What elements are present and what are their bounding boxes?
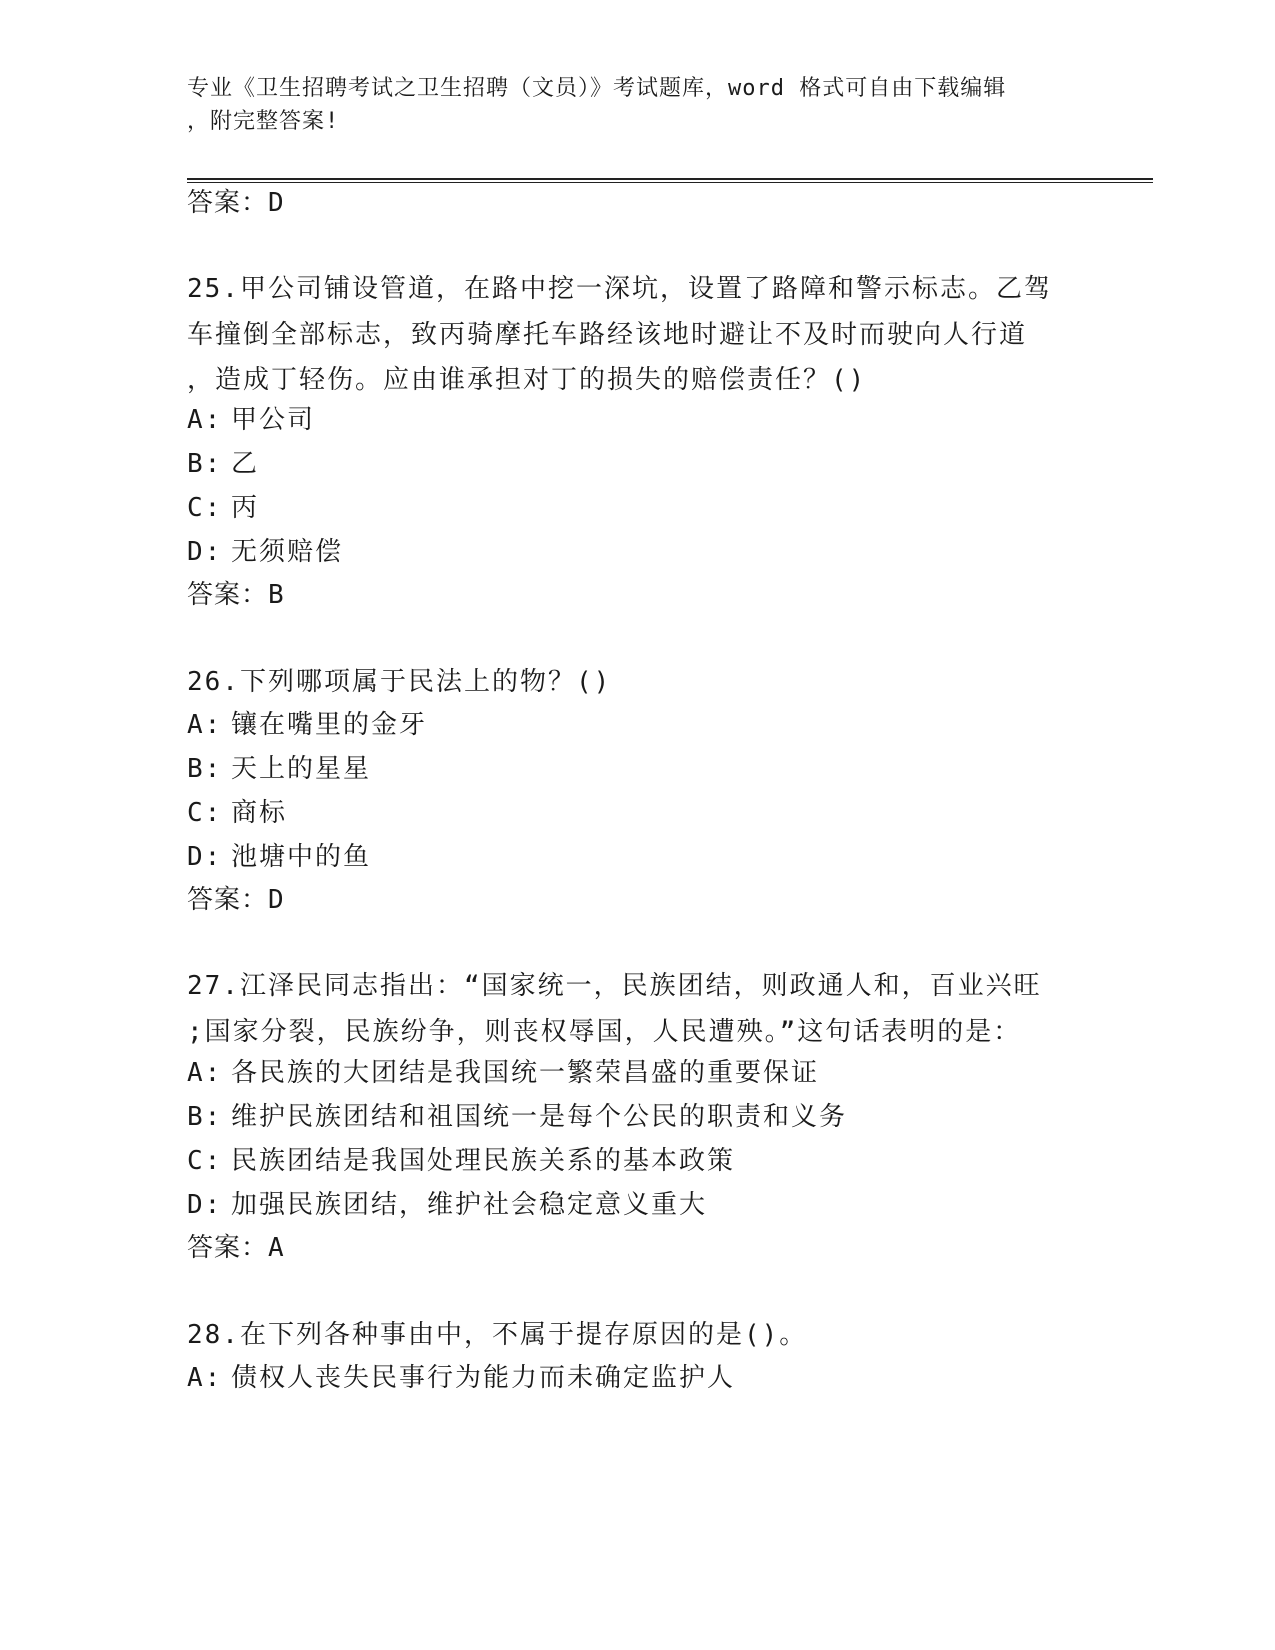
question-25: [187, 267, 1067, 404]
answer-label: 答案：: [187, 885, 269, 915]
option-a: [187, 403, 315, 437]
option-b: [187, 1100, 847, 1134]
question-text-line: ;国家分裂，民族纷争，则丧权辱国，人民遭殃。”这句话表明的是：: [187, 1016, 1022, 1047]
option-text: 镶在嘴里的金牙: [231, 710, 428, 740]
question-text-line: 25.甲公司铺设管道，在路中挖一深坑，设置了路障和警示标志。乙驾: [187, 274, 1052, 304]
option-letter: B:: [187, 754, 223, 784]
answer-value: B: [268, 580, 285, 610]
answer-line: [187, 186, 285, 220]
question-28: [187, 1313, 1067, 1359]
answer-value: D: [268, 885, 285, 915]
question-text-line: 车撞倒全部标志，致丙骑摩托车路经该地时避让不及时而驶向人行道: [187, 319, 1028, 350]
option-a: [187, 1056, 819, 1090]
option-letter: D:: [187, 537, 223, 567]
answer-label: 答案：: [187, 1233, 269, 1263]
option-d: [187, 840, 371, 874]
question-text-line: 26.下列哪项属于民法上的物？(): [187, 667, 612, 697]
option-d: [187, 535, 343, 569]
answer-line: [187, 883, 285, 917]
option-text: 无须赔偿: [231, 537, 344, 567]
option-letter: D:: [187, 1190, 223, 1220]
option-b: [187, 752, 371, 786]
option-letter: A:: [187, 405, 223, 435]
option-text: 丙: [231, 493, 260, 523]
option-text: 商标: [231, 798, 288, 828]
answer-line: [187, 1231, 285, 1265]
document-header: [187, 72, 1087, 138]
answer-label: 答案：: [187, 188, 269, 218]
option-text: 甲公司: [231, 405, 316, 435]
answer-value: A: [268, 1233, 285, 1263]
option-letter: D:: [187, 842, 223, 872]
option-text: 债权人丧失民事行为能力而未确定监护人: [231, 1363, 736, 1393]
option-c: [187, 796, 287, 830]
option-b: [187, 447, 259, 481]
option-letter: C:: [187, 493, 223, 523]
question-26: [187, 660, 1067, 706]
option-letter: A:: [187, 710, 223, 740]
option-text: 维护民族团结和祖国统一是每个公民的职责和义务: [231, 1102, 848, 1132]
option-text: 乙: [231, 449, 260, 479]
option-text: 各民族的大团结是我国统一繁荣昌盛的重要保证: [231, 1058, 820, 1088]
option-letter: C:: [187, 798, 223, 828]
answer-value: D: [268, 188, 285, 218]
question-text-line: ，造成丁轻伤。应由谁承担对丁的损失的赔偿责任？(): [187, 365, 867, 395]
answer-line: [187, 578, 285, 612]
question-text-line: 28.在下列各种事由中，不属于提存原因的是()。: [187, 1320, 808, 1350]
option-c: [187, 491, 259, 525]
option-letter: C:: [187, 1146, 223, 1176]
option-a: [187, 1361, 735, 1395]
question-27: [187, 964, 1067, 1055]
option-text: 民族团结是我国处理民族关系的基本政策: [231, 1146, 736, 1176]
header-line-1: 专业《卫生招聘考试之卫生招聘（文员）》考试题库，word 格式可自由下载编辑: [187, 76, 1007, 101]
option-text: 池塘中的鱼: [231, 842, 372, 872]
header-divider: [187, 178, 1153, 183]
option-text: 天上的星星: [231, 754, 372, 784]
option-letter: A:: [187, 1058, 223, 1088]
option-letter: B:: [187, 1102, 223, 1132]
option-d: [187, 1188, 707, 1222]
header-line-2: ，附完整答案!: [187, 109, 340, 134]
option-letter: A:: [187, 1363, 223, 1393]
question-text-line: 27.江泽民同志指出：“国家统一，民族团结，则政通人和，百业兴旺: [187, 971, 1042, 1001]
option-a: [187, 708, 427, 742]
answer-label: 答案：: [187, 580, 269, 610]
option-letter: B:: [187, 449, 223, 479]
option-c: [187, 1144, 735, 1178]
option-text: 加强民族团结，维护社会稳定意义重大: [231, 1190, 708, 1220]
